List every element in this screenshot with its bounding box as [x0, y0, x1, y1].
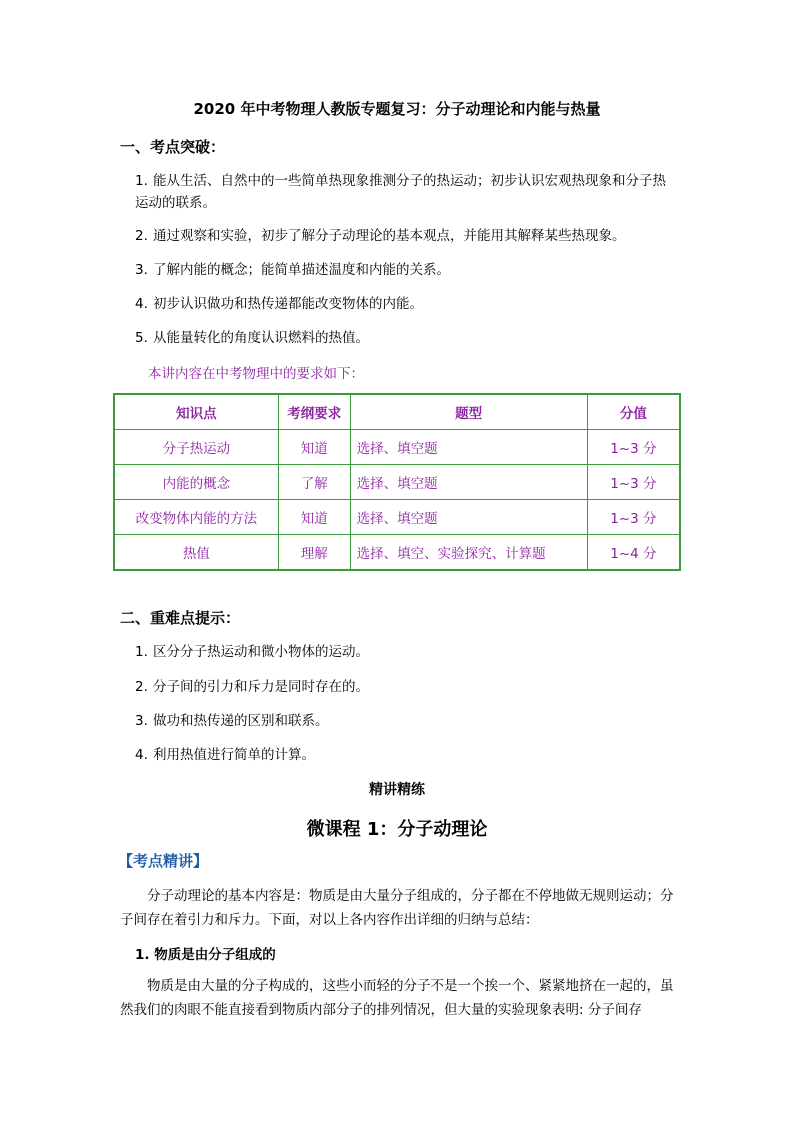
- table-row: [114, 430, 680, 465]
- cell-score: 1~3 分: [587, 500, 680, 535]
- cell-knowledge: 热值: [114, 535, 278, 571]
- list-number: 3.: [135, 262, 148, 278]
- cell-knowledge: 内能的概念: [114, 465, 278, 500]
- cell-score: 1~4 分: [587, 535, 680, 571]
- list-item: [135, 327, 369, 349]
- requirement-note: 本讲内容在中考物理中的要求如下：: [148, 366, 364, 382]
- table-row: [114, 535, 680, 571]
- list-number: 5.: [135, 330, 148, 346]
- list-text: 利用热值进行简单的计算。: [153, 747, 315, 763]
- list-text: 了解内能的概念；能简单描述温度和内能的关系。: [153, 262, 450, 278]
- cell-requirement: 知道: [278, 430, 350, 465]
- section2-heading: 二、重难点提示：: [120, 609, 241, 627]
- cell-requirement: 了解: [278, 465, 350, 500]
- list-number: 4.: [135, 296, 148, 312]
- list-text: 初步认识做功和热传递都能改变物体的内能。: [153, 296, 423, 312]
- list-item: [135, 641, 369, 663]
- list-number: 1.: [135, 173, 148, 189]
- cell-knowledge: 分子热运动: [114, 430, 278, 465]
- list-text: 区分分子热运动和微小物体的运动。: [153, 644, 369, 660]
- cell-question-type: 选择、填空、实验探究、计算题: [350, 535, 587, 571]
- list-number: 2.: [135, 679, 148, 695]
- table-row: [114, 465, 680, 500]
- list-text: 通过观察和实验，初步了解分子动理论的基本观点，并能用其解释某些热现象。: [153, 228, 626, 244]
- list-item: [135, 259, 450, 281]
- section1-heading: 一、考点突破：: [120, 138, 226, 156]
- list-item: [135, 170, 675, 214]
- kaodian-label: 【考点精讲】: [118, 852, 209, 870]
- list-item: [135, 710, 329, 732]
- requirements-table: [113, 393, 681, 571]
- header-requirement: 考纲要求: [278, 394, 350, 430]
- list-text: 从能量转化的角度认识燃料的热值。: [153, 330, 369, 346]
- paragraph-intro: 分子动理论的基本内容是：物质是由大量分子组成的，分子都在不停地做无规则运动；分子间存在着引力和斥力。下面，对以上各内容作出详细的归纳与总结：: [120, 888, 674, 928]
- header-question-type: 题型: [350, 394, 587, 430]
- list-item: [135, 744, 315, 766]
- micro-course-title: 微课程 1：分子动理论: [306, 819, 488, 840]
- cell-requirement: 理解: [278, 535, 350, 571]
- cell-score: 1~3 分: [587, 430, 680, 465]
- list-number: 1.: [135, 644, 148, 660]
- list-item: [135, 225, 626, 247]
- list-item: [135, 293, 423, 315]
- cell-knowledge: 改变物体内能的方法: [114, 500, 278, 535]
- list-text: 能从生活、自然中的一些简单热现象推测分子的热运动；初步认识宏观热现象和分子热运动的联系。: [135, 173, 666, 211]
- jingjiang-heading: 精讲精练: [369, 782, 425, 798]
- cell-requirement: 知道: [278, 500, 350, 535]
- list-item: [135, 676, 369, 698]
- list-number: 2.: [135, 228, 148, 244]
- list-text: 做功和热传递的区别和联系。: [153, 713, 329, 729]
- document-title: 2020 年中考物理人教版专题复习：分子动理论和内能与热量: [193, 100, 601, 118]
- header-knowledge: 知识点: [114, 394, 278, 430]
- cell-score: 1~3 分: [587, 465, 680, 500]
- cell-question-type: 选择、填空题: [350, 430, 587, 465]
- paragraph-body: 物质是由大量的分子构成的，这些小而轻的分子不是一个挨一个、紧紧地挤在一起的，虽然我们的肉眼不能直接看到物质内部分子的排列情况，但大量的实验现象表明: 分子间存: [120, 978, 674, 1018]
- header-score: 分值: [587, 394, 680, 430]
- list-number: 4.: [135, 747, 148, 763]
- table-row: [114, 500, 680, 535]
- subsection-heading: 1. 物质是由分子组成的: [135, 947, 276, 963]
- list-text: 分子间的引力和斥力是同时存在的。: [153, 679, 369, 695]
- table-header-row: [114, 394, 680, 430]
- list-number: 3.: [135, 713, 148, 729]
- cell-question-type: 选择、填空题: [350, 465, 587, 500]
- cell-question-type: 选择、填空题: [350, 500, 587, 535]
